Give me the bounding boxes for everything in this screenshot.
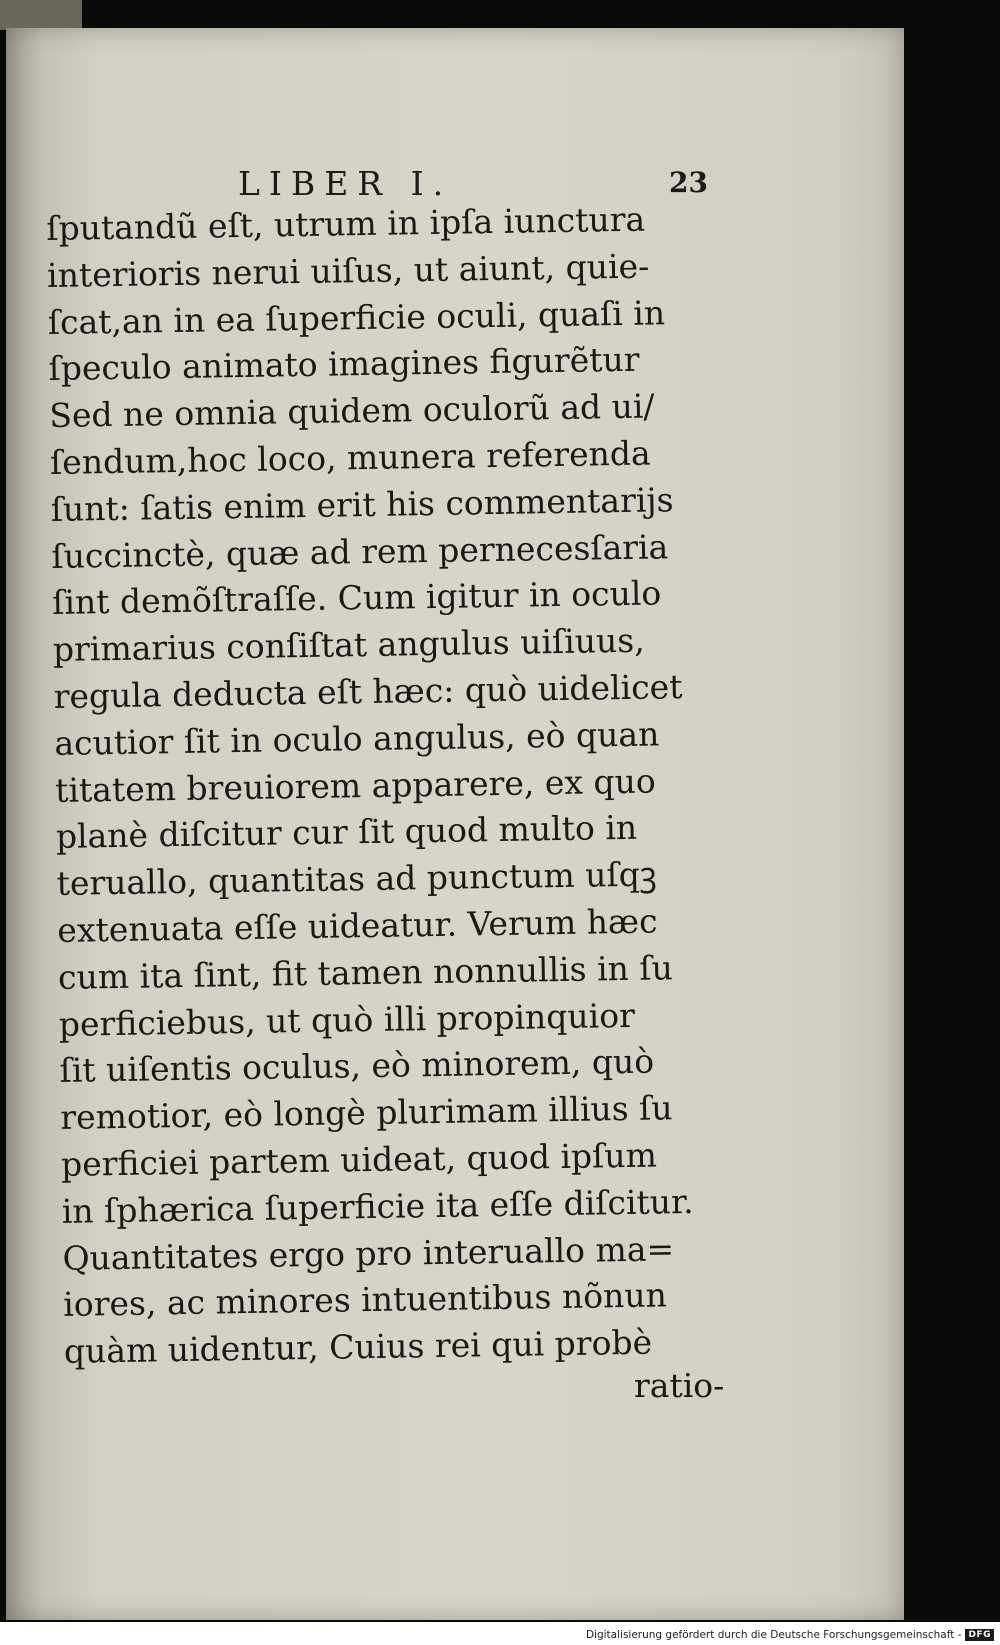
text-line: ſputandũ eſt, utrum in ipſa iunctura xyxy=(46,199,646,248)
catchword: ratio- xyxy=(634,1366,725,1405)
text-line: in ſphærica ſuperficie ita eſſe diſcitur. xyxy=(61,1181,694,1231)
text-line: ſuccinctè, quæ ad rem pernecesſaria xyxy=(51,526,669,576)
text-line: acutior ſit in oculo angulus, eò quan xyxy=(54,714,660,763)
text-line: interioris nerui uiſus, ut aiunt, quie- xyxy=(46,246,650,295)
text-line: regula deducta eſt hæc: quò uidelicet xyxy=(53,667,683,716)
text-line: ſpeculo animato imagines figurẽtur xyxy=(48,340,640,389)
page-number: 23 xyxy=(669,166,708,199)
text-line: ſcat,an in ea ſuperficie oculi, quaſi in xyxy=(47,292,666,342)
text-line: primarius conſiſtat angulus uiſiuus, xyxy=(52,620,645,670)
credit-text: Digitalisierung gefördert durch die Deutsche Forschungsgemeinschaft - xyxy=(585,1628,962,1641)
digitization-credit xyxy=(0,1624,1000,1645)
text-line: Sed ne omnia quidem oculorũ ad ui/ xyxy=(48,386,655,436)
text-line: extenuata eſſe uideatur. Verum hæc xyxy=(57,901,658,950)
text-line: perficiei partem uideat, quod ipſum xyxy=(60,1135,658,1184)
text-line: Quantitates ergo pro interuallo ma= xyxy=(62,1228,675,1278)
text-line: cum ita ſint, fit tamen nonnullis in ſu xyxy=(57,948,674,997)
text-line: ſint demõſtraſſe. Cum igitur in oculo xyxy=(51,573,662,623)
text-line: titatem breuiorem apparere, ex quo xyxy=(54,761,656,810)
running-head: LIBER I. xyxy=(238,164,453,203)
text-line: planè diſcitur cur ſit quod multo in xyxy=(55,808,638,857)
text-line: quàm uidentur, Cuius rei qui probè xyxy=(63,1322,653,1371)
book-page xyxy=(6,28,904,1620)
body-text xyxy=(46,195,764,1376)
text-line: perficiebus, ut quò illi propinquior xyxy=(58,995,636,1044)
text-line: ſit uiſentis oculus, eò minorem, quò xyxy=(59,1041,655,1091)
text-line: remotior, eò longè plurimam illius ſu xyxy=(60,1088,673,1138)
text-line: teruallo, quantitas ad punctum uſqꝫ xyxy=(56,854,657,904)
text-line: ſunt: ſatis enim erit his commentarijs xyxy=(50,479,674,529)
dfg-logo: DFG xyxy=(965,1629,994,1641)
page-corner-fragment xyxy=(0,0,82,30)
text-line: iores, ac minores intuentibus nõnun xyxy=(62,1275,668,1325)
text-line: ſendum,hoc loco, munera referenda xyxy=(49,433,651,482)
